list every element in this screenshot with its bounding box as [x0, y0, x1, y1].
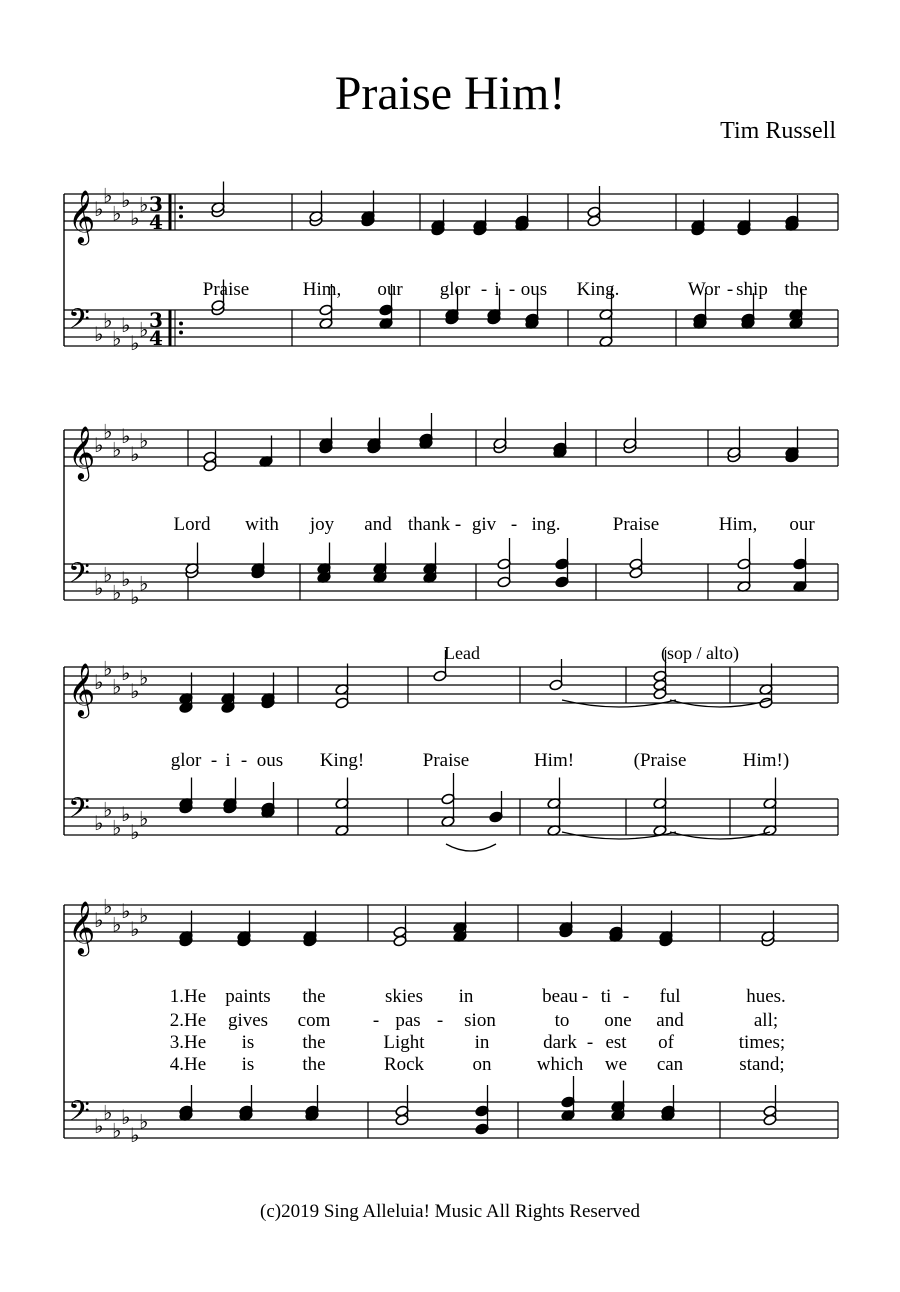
- flat-sign-icon: ♭: [94, 322, 104, 346]
- verse-1-syllable: ful: [659, 986, 681, 1007]
- lyric-syllable: Him!: [533, 750, 575, 771]
- page-title: Praise Him!: [334, 67, 566, 120]
- flat-sign-icon: ♭: [130, 585, 140, 609]
- flat-sign-icon: ♭: [139, 317, 149, 342]
- composer-credit: Tim Russell: [720, 118, 836, 144]
- verse-1-syllable: paints: [225, 986, 271, 1007]
- flat-sign-icon: ♭: [121, 661, 131, 685]
- lyric-syllable: i: [225, 750, 231, 771]
- treble-clef-icon: 𝄞: [68, 900, 96, 954]
- part-direction: Lead: [444, 643, 480, 663]
- flat-sign-icon: ♭: [121, 313, 131, 337]
- bass-clef-icon: 𝄢: [68, 1095, 90, 1135]
- verse-2-syllable: sion: [464, 1010, 496, 1031]
- flat-sign-icon: ♭: [139, 571, 149, 596]
- lyric-syllable: with: [245, 514, 279, 535]
- lyric-syllable: -: [510, 514, 518, 535]
- flat-sign-icon: ♭: [121, 1105, 131, 1129]
- flat-sign-icon: ♭: [103, 562, 113, 587]
- lyric-syllable: glor: [439, 279, 471, 300]
- verse-1-syllable: beau: [542, 986, 578, 1007]
- lyric-syllable: -: [454, 514, 462, 535]
- flat-sign-icon: ♭: [103, 894, 113, 919]
- verse-4-syllable: is: [241, 1054, 255, 1075]
- bass-clef-icon: 𝄢: [68, 303, 90, 343]
- flat-sign-icon: ♭: [112, 201, 122, 226]
- verse-3-syllable: is: [241, 1032, 255, 1053]
- lyric-syllable: ous: [520, 279, 548, 300]
- lyric-syllable: -: [480, 279, 488, 300]
- treble-clef-icon: 𝄞: [68, 662, 96, 716]
- lyric-syllable: joy: [309, 514, 335, 535]
- verse-3-syllable: -: [586, 1032, 594, 1053]
- lyric-syllable: ing.: [531, 514, 561, 535]
- bass-clef-icon: 𝄢: [68, 557, 90, 597]
- repeat-dot: [179, 322, 183, 326]
- tie-curve: [446, 844, 496, 851]
- lyric-syllable: the: [784, 279, 808, 300]
- verse-2-syllable: and: [656, 1010, 684, 1031]
- verse-4-syllable: we: [604, 1054, 628, 1075]
- lyric-syllable: (Praise: [633, 750, 687, 771]
- verse-1-syllable: 1.He: [169, 986, 207, 1007]
- flat-sign-icon: ♭: [103, 419, 113, 444]
- verse-2-syllable: one: [604, 1010, 632, 1031]
- flat-sign-icon: ♭: [94, 576, 104, 600]
- flat-sign-icon: ♭: [103, 183, 113, 208]
- lyric-syllable: Him!): [742, 750, 790, 771]
- flat-sign-icon: ♭: [112, 1118, 122, 1143]
- flat-sign-icon: ♭: [112, 580, 122, 605]
- lyric-syllable: King!: [319, 750, 365, 771]
- verse-1-syllable: in: [458, 986, 474, 1007]
- verse-4-syllable: on: [472, 1054, 492, 1075]
- lyric-syllable: Praise: [422, 750, 470, 771]
- verse-2-syllable: -: [436, 1010, 444, 1031]
- flat-sign-icon: ♭: [94, 908, 104, 932]
- lyric-syllable: Him,: [718, 514, 758, 535]
- lyric-syllable: giv: [471, 514, 497, 535]
- verse-1-syllable: skies: [385, 986, 423, 1007]
- verse-2-syllable: to: [554, 1010, 570, 1031]
- lyric-syllable: i: [494, 279, 500, 300]
- verse-1-syllable: -: [622, 986, 630, 1007]
- flat-sign-icon: ♭: [130, 206, 140, 230]
- flat-sign-icon: ♭: [130, 442, 140, 466]
- lyric-syllable: Wor: [687, 279, 721, 300]
- flat-sign-icon: ♭: [130, 917, 140, 941]
- flat-sign-icon: ♭: [112, 912, 122, 937]
- flat-sign-icon: ♭: [103, 308, 113, 333]
- lyric-syllable: ous: [256, 750, 284, 771]
- flat-sign-icon: ♭: [139, 192, 149, 217]
- verse-2-syllable: gives: [227, 1010, 269, 1031]
- lyric-syllable: glor: [170, 750, 202, 771]
- flat-sign-icon: ♭: [94, 670, 104, 694]
- flat-sign-icon: ♭: [139, 665, 149, 690]
- flat-sign-icon: ♭: [112, 674, 122, 699]
- treble-clef-icon: 𝄞: [68, 425, 96, 479]
- verse-3-syllable: est: [605, 1032, 627, 1053]
- lyric-syllable: our: [789, 514, 815, 535]
- verse-1-syllable: the: [302, 986, 326, 1007]
- flat-sign-icon: ♭: [139, 903, 149, 928]
- lyric-syllable: thank: [407, 514, 451, 535]
- flat-sign-icon: ♭: [112, 437, 122, 462]
- flat-sign-icon: ♭: [130, 679, 140, 703]
- lyric-syllable: our: [377, 279, 403, 300]
- verse-3-syllable: 3.He: [169, 1032, 207, 1053]
- verse-3-syllable: dark: [543, 1032, 577, 1053]
- verse-4-syllable: 4.He: [169, 1054, 207, 1075]
- flat-sign-icon: ♭: [103, 656, 113, 681]
- repeat-dot: [179, 331, 183, 335]
- flat-sign-icon: ♭: [130, 331, 140, 355]
- flat-sign-icon: ♭: [94, 433, 104, 457]
- lyric-syllable: -: [726, 279, 734, 300]
- time-signature-bottom: 4: [149, 326, 163, 350]
- part-direction: (sop / alto): [661, 643, 739, 663]
- flat-sign-icon: ♭: [139, 1109, 149, 1134]
- time-signature-top: 3: [149, 192, 163, 216]
- lyric-syllable: -: [240, 750, 248, 771]
- flat-sign-icon: ♭: [130, 1123, 140, 1147]
- flat-sign-icon: ♭: [121, 188, 131, 212]
- verse-3-syllable: in: [474, 1032, 490, 1053]
- lyric-syllable: King.: [576, 279, 620, 300]
- flat-sign-icon: ♭: [103, 797, 113, 822]
- flat-sign-icon: ♭: [121, 802, 131, 826]
- flat-sign-icon: ♭: [121, 424, 131, 448]
- verse-4-syllable: the: [302, 1054, 326, 1075]
- verse-3-syllable: the: [302, 1032, 326, 1053]
- lyric-syllable: -: [210, 750, 218, 771]
- flat-sign-icon: ♭: [139, 806, 149, 831]
- time-signature-top: 3: [149, 308, 163, 332]
- flat-sign-icon: ♭: [103, 1100, 113, 1125]
- flat-sign-icon: ♭: [94, 197, 104, 221]
- verse-2-syllable: com: [297, 1010, 331, 1031]
- verse-3-syllable: of: [658, 1032, 674, 1053]
- copyright-notice: (c)2019 Sing Alleluia! Music All Rights Reserved: [260, 1201, 640, 1222]
- lyric-syllable: ship: [736, 279, 768, 300]
- verse-2-syllable: pas: [395, 1010, 421, 1031]
- flat-sign-icon: ♭: [139, 428, 149, 453]
- verse-1-syllable: hues.: [746, 986, 786, 1007]
- lyric-syllable: Him,: [302, 279, 342, 300]
- flat-sign-icon: ♭: [112, 326, 122, 351]
- flat-sign-icon: ♭: [94, 811, 104, 835]
- treble-clef-icon: 𝄞: [68, 189, 96, 243]
- flat-sign-icon: ♭: [112, 815, 122, 840]
- repeat-dot: [179, 206, 183, 210]
- verse-2-syllable: 2.He: [169, 1010, 207, 1031]
- verse-2-syllable: all;: [753, 1010, 779, 1031]
- verse-4-syllable: stand;: [739, 1054, 785, 1075]
- lyric-syllable: Praise: [612, 514, 660, 535]
- lyric-syllable: and: [364, 514, 392, 535]
- flat-sign-icon: ♭: [121, 899, 131, 923]
- time-signature-bottom: 4: [149, 210, 163, 234]
- verse-4-syllable: Rock: [383, 1054, 425, 1075]
- flat-sign-icon: ♭: [121, 567, 131, 591]
- verse-4-syllable: can: [656, 1054, 684, 1075]
- verse-3-syllable: times;: [738, 1032, 786, 1053]
- lyric-syllable: Praise: [202, 279, 250, 300]
- lyric-syllable: Lord: [173, 514, 211, 535]
- verse-1-syllable: ti: [600, 986, 612, 1007]
- repeat-dot: [179, 215, 183, 219]
- verse-3-syllable: Light: [383, 1032, 425, 1053]
- verse-4-syllable: which: [536, 1054, 584, 1075]
- lyric-syllable: -: [508, 279, 516, 300]
- verse-2-syllable: -: [372, 1010, 380, 1031]
- flat-sign-icon: ♭: [130, 820, 140, 844]
- verse-1-syllable: -: [581, 986, 589, 1007]
- flat-sign-icon: ♭: [94, 1114, 104, 1138]
- bass-clef-icon: 𝄢: [68, 792, 90, 832]
